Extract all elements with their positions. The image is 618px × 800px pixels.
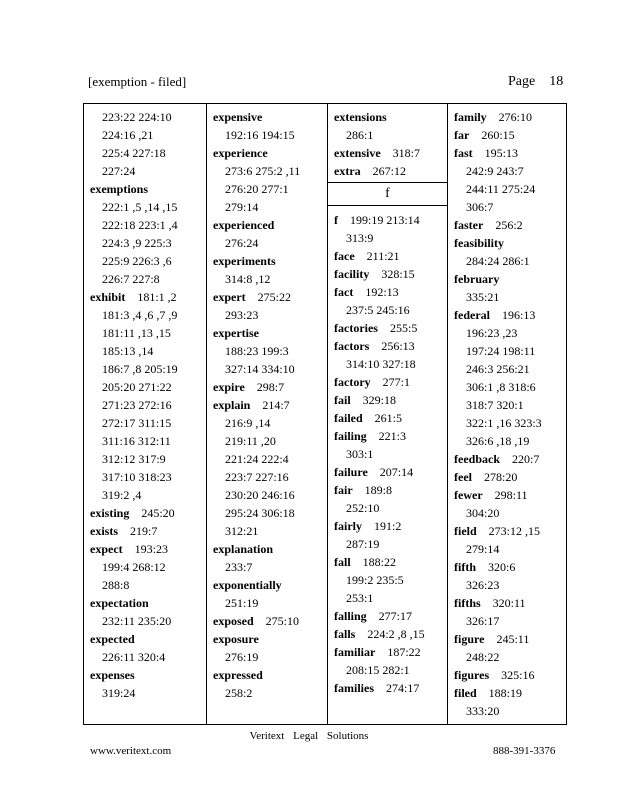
- index-entry: [448, 234, 568, 252]
- page-line-reference: 319:2 ,4: [102, 488, 142, 502]
- page-line-reference: 276:20 277:1: [225, 182, 289, 196]
- page-line-reference: 237:5 245:16: [346, 303, 410, 317]
- index-term: federal: [454, 308, 490, 322]
- index-entry: [207, 576, 327, 594]
- index-term: factors: [334, 339, 370, 353]
- page-line-reference: 196:23 ,23: [466, 326, 518, 340]
- page-line-reference: 261:5: [374, 411, 403, 425]
- index-term: falling: [334, 609, 367, 623]
- index-term: fail: [334, 393, 351, 407]
- index-entry: [84, 522, 206, 540]
- page-line-reference: 199:2 235:5: [346, 573, 404, 587]
- page-line-reference: 333:20: [466, 704, 500, 718]
- index-entry: [328, 265, 447, 283]
- page-line-reference: 248:22: [466, 650, 500, 664]
- page-line-reference: 205:20 271:22: [102, 380, 172, 394]
- index-term: fairly: [334, 519, 362, 533]
- index-entry: [328, 108, 447, 126]
- page-line-reference: 188:19: [488, 686, 523, 700]
- page-line-reference: 227:24: [102, 164, 136, 178]
- page-line-reference: 181:3 ,4 ,6 ,7 ,9: [102, 308, 178, 322]
- footer-website: www.veritext.com: [90, 745, 172, 757]
- page-line-reference: 276:10: [498, 110, 533, 124]
- index-entry: [328, 679, 447, 697]
- index-term: factories: [334, 321, 378, 335]
- index-entry: [207, 612, 327, 630]
- page-line-reference: 298:7: [256, 380, 285, 394]
- index-term: expected: [90, 632, 135, 646]
- index-entry: [448, 450, 568, 468]
- index-term: factory: [334, 375, 371, 389]
- index-term: familiar: [334, 645, 376, 659]
- page-line-reference: 314:10 327:18: [346, 357, 416, 371]
- index-entry: [207, 540, 327, 558]
- page-line-reference: 329:18: [362, 393, 397, 407]
- index-entry: [84, 630, 206, 648]
- page-line-reference: 293:23: [225, 308, 259, 322]
- page-line-reference: 222:18 223:1 ,4: [102, 218, 178, 232]
- index-term: feasibility: [454, 236, 504, 250]
- footer-company: Veritext Legal Solutions: [249, 730, 369, 742]
- page-line-reference: 223:22 224:10: [102, 110, 172, 124]
- index-entry: [328, 283, 447, 301]
- index-term: extensions: [334, 110, 387, 124]
- index-term: expire: [213, 380, 245, 394]
- index-term: existing: [90, 506, 130, 520]
- index-term: exposure: [213, 632, 259, 646]
- index-entry: [207, 144, 327, 162]
- page-line-reference: 318:7: [392, 146, 420, 160]
- index-entry: [328, 247, 447, 265]
- index-term: fall: [334, 555, 351, 569]
- page-line-reference: 326:6 ,18 ,19: [466, 434, 530, 448]
- word-index-table: [83, 103, 567, 725]
- page-line-reference: 303:1: [346, 447, 374, 461]
- page-line-reference: 256:13: [381, 339, 415, 353]
- page-line-reference: 208:15 282:1: [346, 663, 410, 677]
- index-term: expect: [90, 542, 123, 556]
- index-term: fifths: [454, 596, 481, 610]
- page-line-reference: 276:19: [225, 650, 259, 664]
- page-indicator: [508, 74, 563, 90]
- index-term: f: [334, 213, 338, 227]
- page-line-reference: 195:13: [484, 146, 519, 160]
- index-entry: [328, 211, 447, 229]
- index-term: fast: [454, 146, 473, 160]
- page-line-reference: 320:6: [488, 560, 516, 574]
- page-line-reference: 181:11 ,13 ,15: [102, 326, 171, 340]
- page-line-reference: 233:7: [225, 560, 253, 574]
- page-line-reference: 181:1 ,2: [137, 290, 177, 304]
- page-line-reference: 278:20: [483, 470, 518, 484]
- index-term: expressed: [213, 668, 263, 682]
- index-entry: [207, 252, 327, 270]
- page-line-reference: 232:11 235:20: [102, 614, 172, 628]
- page-line-reference: 226:7 227:8: [102, 272, 160, 286]
- page-line-reference: 192:16 194:15: [225, 128, 295, 142]
- index-term: experience: [213, 146, 268, 160]
- page-line-reference: 252:10: [346, 501, 380, 515]
- index-entry: [207, 288, 327, 306]
- index-entry: [84, 180, 206, 198]
- index-entry: [207, 378, 327, 396]
- page-line-reference: 199:19 213:14: [350, 213, 420, 227]
- page-line-reference: 273:6 275:2 ,11: [225, 164, 301, 178]
- page-line-reference: 189:8: [364, 483, 392, 497]
- page-line-reference: 287:19: [346, 537, 380, 551]
- page-line-reference: 230:20 246:16: [225, 488, 295, 502]
- page-line-reference: 320:11: [492, 596, 526, 610]
- index-term: failing: [334, 429, 367, 443]
- index-term: figures: [454, 668, 490, 682]
- page-line-reference: 255:5: [389, 321, 418, 335]
- index-entry: [84, 288, 206, 306]
- index-term: explain: [213, 398, 251, 412]
- page-line-reference: 322:1 ,16 323:3: [466, 416, 542, 430]
- page-line-reference: 221:24 222:4: [225, 452, 289, 466]
- index-entry: [328, 144, 447, 162]
- index-entry: [328, 643, 447, 661]
- index-range-header: [exemption - filed]: [88, 74, 187, 89]
- index-term: filed: [454, 686, 477, 700]
- page-line-reference: 275:22: [257, 290, 291, 304]
- page-line-reference: 188:23 199:3: [225, 344, 289, 358]
- index-term: explanation: [213, 542, 274, 556]
- index-entry: [448, 306, 568, 324]
- letter-section-header: f: [328, 182, 447, 206]
- page-line-reference: 326:23: [466, 578, 500, 592]
- page-line-reference: 244:11 275:24: [466, 182, 536, 196]
- page-line-reference: 306:7: [466, 200, 494, 214]
- page-number: 18: [549, 74, 564, 89]
- index-column-1: [84, 104, 206, 724]
- page-line-reference: 312:21: [225, 524, 259, 538]
- page-line-reference: 225:4 227:18: [102, 146, 166, 160]
- index-entry: [84, 504, 206, 522]
- index-term: feel: [454, 470, 472, 484]
- index-term: extensive: [334, 146, 381, 160]
- page-line-reference: 211:21: [366, 249, 400, 263]
- index-column-2: [206, 104, 327, 724]
- page-line-reference: 185:13 ,14: [102, 344, 154, 358]
- page-line-reference: 193:23: [134, 542, 168, 556]
- index-entry: [328, 517, 447, 535]
- page-line-reference: 187:22: [387, 645, 421, 659]
- index-term: experienced: [213, 218, 275, 232]
- index-entry: [328, 481, 447, 499]
- index-term: expectation: [90, 596, 149, 610]
- index-entry: [328, 409, 447, 427]
- index-term: exemptions: [90, 182, 148, 196]
- index-column-4: [447, 104, 568, 724]
- page-line-reference: 319:24: [102, 686, 136, 700]
- page-line-reference: 313:9: [346, 231, 374, 245]
- page-line-reference: 196:13: [501, 308, 536, 322]
- page-line-reference: 258:2: [225, 686, 253, 700]
- page-line-reference: 224:16 ,21: [102, 128, 154, 142]
- page-line-reference: 318:7 320:1: [466, 398, 524, 412]
- page-line-reference: 197:24 198:11: [466, 344, 536, 358]
- page-line-reference: 242:9 243:7: [466, 164, 524, 178]
- page-line-reference: 276:24: [225, 236, 259, 250]
- page-line-reference: 286:1: [346, 128, 374, 142]
- page-line-reference: 219:7: [130, 524, 158, 538]
- index-entry: [448, 270, 568, 288]
- index-entry: [84, 594, 206, 612]
- index-term: expert: [213, 290, 246, 304]
- index-entry: [448, 486, 568, 504]
- page-line-reference: 226:11 320:4: [102, 650, 166, 664]
- page-line-reference: 335:21: [466, 290, 500, 304]
- page-line-reference: 288:8: [102, 578, 130, 592]
- index-term: facility: [334, 267, 370, 281]
- page-line-reference: 298:11: [494, 488, 528, 502]
- index-entry: [328, 337, 447, 355]
- page-line-reference: 246:3 256:21: [466, 362, 530, 376]
- page-line-reference: 317:10 318:23: [102, 470, 172, 484]
- footer-phone: 888-391-3376: [493, 745, 556, 757]
- index-term: february: [454, 272, 500, 286]
- page-line-reference: 221:3: [378, 429, 407, 443]
- page-line-reference: 223:7 227:16: [225, 470, 289, 484]
- index-term: faster: [454, 218, 484, 232]
- page-line-reference: 306:1 ,8 318:6: [466, 380, 536, 394]
- index-term: exhibit: [90, 290, 126, 304]
- index-entry: [84, 540, 206, 558]
- index-entry: [448, 522, 568, 540]
- page-line-reference: 220:7: [512, 452, 540, 466]
- page-line-reference: 312:12 317:9: [102, 452, 166, 466]
- index-term: failure: [334, 465, 368, 479]
- index-term: failed: [334, 411, 363, 425]
- page-line-reference: 267:12: [372, 164, 406, 178]
- index-entry: [207, 396, 327, 414]
- index-entry: [328, 162, 447, 180]
- index-entry: [448, 558, 568, 576]
- page-line-reference: 256:2: [495, 218, 523, 232]
- page-line-reference: 216:9 ,14: [225, 416, 271, 430]
- index-term: family: [454, 110, 487, 124]
- index-term: exists: [90, 524, 118, 538]
- index-term: falls: [334, 627, 356, 641]
- page-line-reference: 192:13: [365, 285, 399, 299]
- index-entry: [328, 391, 447, 409]
- index-entry: [448, 666, 568, 684]
- page-line-reference: 277:17: [378, 609, 413, 623]
- page-line-reference: 275:10: [265, 614, 300, 628]
- page-line-reference: 188:22: [362, 555, 397, 569]
- page-line-reference: 328:15: [381, 267, 415, 281]
- index-entry: [207, 216, 327, 234]
- index-entry: [328, 427, 447, 445]
- page-line-reference: 295:24 306:18: [225, 506, 295, 520]
- page-line-reference: 274:17: [386, 681, 420, 695]
- page-line-reference: 327:14 334:10: [225, 362, 295, 376]
- page-line-reference: 251:19: [225, 596, 259, 610]
- index-entry: [448, 684, 568, 702]
- index-entry: [328, 463, 447, 481]
- index-entry: [448, 126, 568, 144]
- page-line-reference: 219:11 ,20: [225, 434, 276, 448]
- page-line-reference: 214:7: [262, 398, 290, 412]
- page-line-reference: 224:3 ,9 225:3: [102, 236, 172, 250]
- index-term: fifth: [454, 560, 476, 574]
- index-entry: [207, 630, 327, 648]
- index-entry: [207, 324, 327, 342]
- index-entry: [84, 666, 206, 684]
- page-line-reference: 191:2: [374, 519, 402, 533]
- index-term: families: [334, 681, 374, 695]
- page-line-reference: 279:14: [466, 542, 500, 556]
- page-line-reference: 186:7 ,8 205:19: [102, 362, 178, 376]
- page-line-reference: 311:16 312:11: [102, 434, 171, 448]
- index-term: extra: [334, 164, 361, 178]
- page-line-reference: 272:17 311:15: [102, 416, 172, 430]
- page-line-reference: 277:1: [382, 375, 410, 389]
- index-entry: [448, 630, 568, 648]
- page-line-reference: 304:20: [466, 506, 500, 520]
- page-line-reference: 260:15: [481, 128, 515, 142]
- index-term: expertise: [213, 326, 259, 340]
- index-entry: [207, 108, 327, 126]
- page-line-reference: 326:17: [466, 614, 500, 628]
- index-term: figure: [454, 632, 485, 646]
- page-line-reference: 245:20: [141, 506, 175, 520]
- index-entry: [328, 607, 447, 625]
- index-entry: [328, 553, 447, 571]
- page-line-reference: 325:16: [501, 668, 535, 682]
- index-term: exposed: [213, 614, 254, 628]
- index-term: expenses: [90, 668, 135, 682]
- index-entry: [448, 594, 568, 612]
- index-term: fewer: [454, 488, 483, 502]
- index-entry: [448, 108, 568, 126]
- page-line-reference: 271:23 272:16: [102, 398, 172, 412]
- page-line-reference: 222:1 ,5 ,14 ,15: [102, 200, 178, 214]
- index-term: fact: [334, 285, 354, 299]
- index-term: face: [334, 249, 355, 263]
- index-entry: [207, 666, 327, 684]
- index-entry: [448, 216, 568, 234]
- index-term: expensive: [213, 110, 263, 124]
- page-label: Page: [508, 74, 536, 89]
- page-line-reference: 224:2 ,8 ,15: [367, 627, 425, 641]
- index-entry: [328, 319, 447, 337]
- page-line-reference: 273:12 ,15: [488, 524, 541, 538]
- page-line-reference: 253:1: [346, 591, 374, 605]
- index-term: fair: [334, 483, 353, 497]
- index-column-3: [327, 104, 447, 724]
- index-entry: [328, 625, 447, 643]
- index-term: feedback: [454, 452, 500, 466]
- index-term: experiments: [213, 254, 276, 268]
- index-term: exponentially: [213, 578, 282, 592]
- index-entry: [448, 468, 568, 486]
- page-line-reference: 245:11: [496, 632, 530, 646]
- page-line-reference: 199:4 268:12: [102, 560, 166, 574]
- index-term: field: [454, 524, 477, 538]
- page-line-reference: 225:9 226:3 ,6: [102, 254, 172, 268]
- page-line-reference: 314:8 ,12: [225, 272, 271, 286]
- index-term: far: [454, 128, 470, 142]
- index-entry: [328, 373, 447, 391]
- page-line-reference: 207:14: [379, 465, 414, 479]
- page-line-reference: 284:24 286:1: [466, 254, 530, 268]
- page-line-reference: 279:14: [225, 200, 259, 214]
- index-entry: [448, 144, 568, 162]
